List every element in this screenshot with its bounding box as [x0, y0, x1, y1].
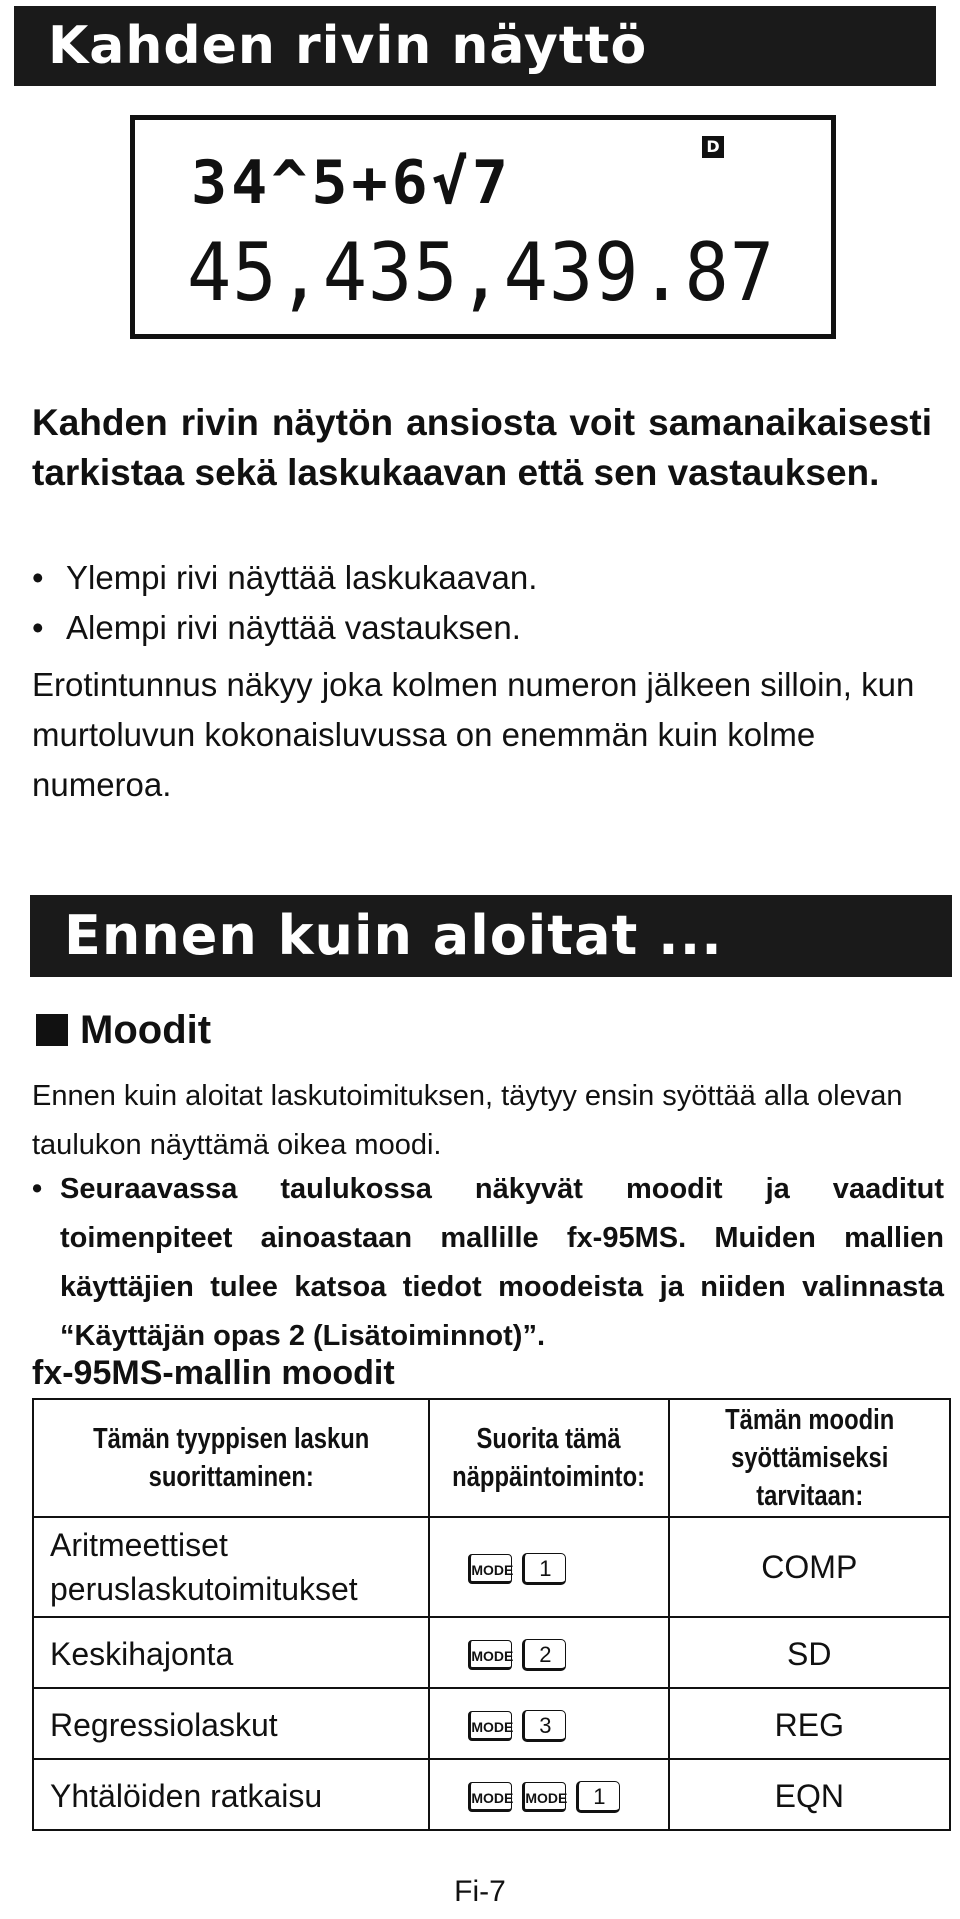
- table-row: [33, 1688, 950, 1759]
- modes-paragraph: Ennen kuin aloitat laskutoimituksen, täytyy ensin syöttää alla olevan taulukon näyttämä oikea moodi.: [32, 1080, 903, 1161]
- intro-paragraph: Kahden rivin näytön ansiosta voit samanaikaisesti tarkistaa sekä laskukaavan että sen vastauksen.: [32, 402, 932, 493]
- number-key-icon: 2: [522, 1639, 566, 1671]
- table-title: fx-95MS-mallin moodit: [32, 1354, 395, 1392]
- table-row: [33, 1759, 950, 1830]
- separator-note: Erotintunnus näkyy joka kolmen numeron jälkeen silloin, kun murtoluvun kokonaisluvussa on enemmän kuin kolme numeroa.: [32, 666, 915, 803]
- mode-key-icon: MODE: [468, 1782, 512, 1812]
- modes-subheading: [36, 1005, 211, 1055]
- number-key-icon: 3: [522, 1710, 566, 1742]
- modes-subheading-text: Moodit: [80, 1008, 212, 1052]
- number-key-icon: 1: [576, 1781, 620, 1813]
- header-calculation: Tämän tyyppisen laskun suorittaminen:: [33, 1399, 429, 1517]
- row-mode: REG: [669, 1688, 950, 1759]
- header-key-operation: Suorita tämä näppäintoiminto:: [429, 1399, 668, 1517]
- mode-key-icon: MODE: [468, 1640, 512, 1670]
- degree-indicator: D: [702, 136, 724, 158]
- bullet-lower-line: • Alempi rivi näyttää vastauksen.: [32, 603, 932, 653]
- page-number: Fi-7: [454, 1875, 506, 1908]
- row-keys: [429, 1759, 668, 1830]
- row-calculation: Aritmeettiset peruslaskutoimitukset: [33, 1517, 429, 1617]
- calculator-display: [130, 115, 836, 339]
- display-result-line: 45,435,439.87: [187, 226, 776, 319]
- row-mode: EQN: [669, 1759, 950, 1830]
- row-keys: [429, 1688, 668, 1759]
- bullet-icon: •: [32, 1173, 43, 1205]
- model-note: [32, 1165, 944, 1361]
- modes-table: [32, 1398, 951, 1831]
- row-keys: [429, 1517, 668, 1617]
- row-calculation: Keskihajonta: [33, 1617, 429, 1688]
- row-keys: [429, 1617, 668, 1688]
- number-key-icon: 1: [522, 1553, 566, 1585]
- mode-key-icon: MODE: [468, 1554, 512, 1584]
- display-bullet-list: [32, 553, 932, 653]
- section-title-two-line-display: Kahden rivin näyttö: [14, 6, 936, 86]
- display-expression-line: 34^5+6√7: [191, 148, 512, 218]
- row-mode: COMP: [669, 1517, 950, 1617]
- model-note-text: Seuraavassa taulukossa näkyvät moodit ja vaaditut toimenpiteet ainoastaan mallille fx-95MS. Muiden mallien käyttäjien tulee katsoa tiedot moodeista ja niiden valinnasta “Käyttäjän opas 2 (Lisätoiminnot)”.: [60, 1173, 944, 1352]
- table-row: [33, 1617, 950, 1688]
- row-calculation: Yhtälöiden ratkaisu: [33, 1759, 429, 1830]
- row-calculation: Regressiolaskut: [33, 1688, 429, 1759]
- square-bullet-icon: [36, 1014, 68, 1046]
- header-mode: Tämän moodin syöttämiseksi tarvitaan:: [669, 1399, 950, 1517]
- bullet-upper-line: • Ylempi rivi näyttää laskukaavan.: [32, 553, 932, 603]
- mode-key-icon: MODE: [468, 1711, 512, 1741]
- table-row: [33, 1517, 950, 1617]
- section-title-before-starting: Ennen kuin aloitat ...: [30, 895, 952, 977]
- mode-key-icon: MODE: [522, 1782, 566, 1812]
- row-mode: SD: [669, 1617, 950, 1688]
- table-header-row: [33, 1399, 950, 1517]
